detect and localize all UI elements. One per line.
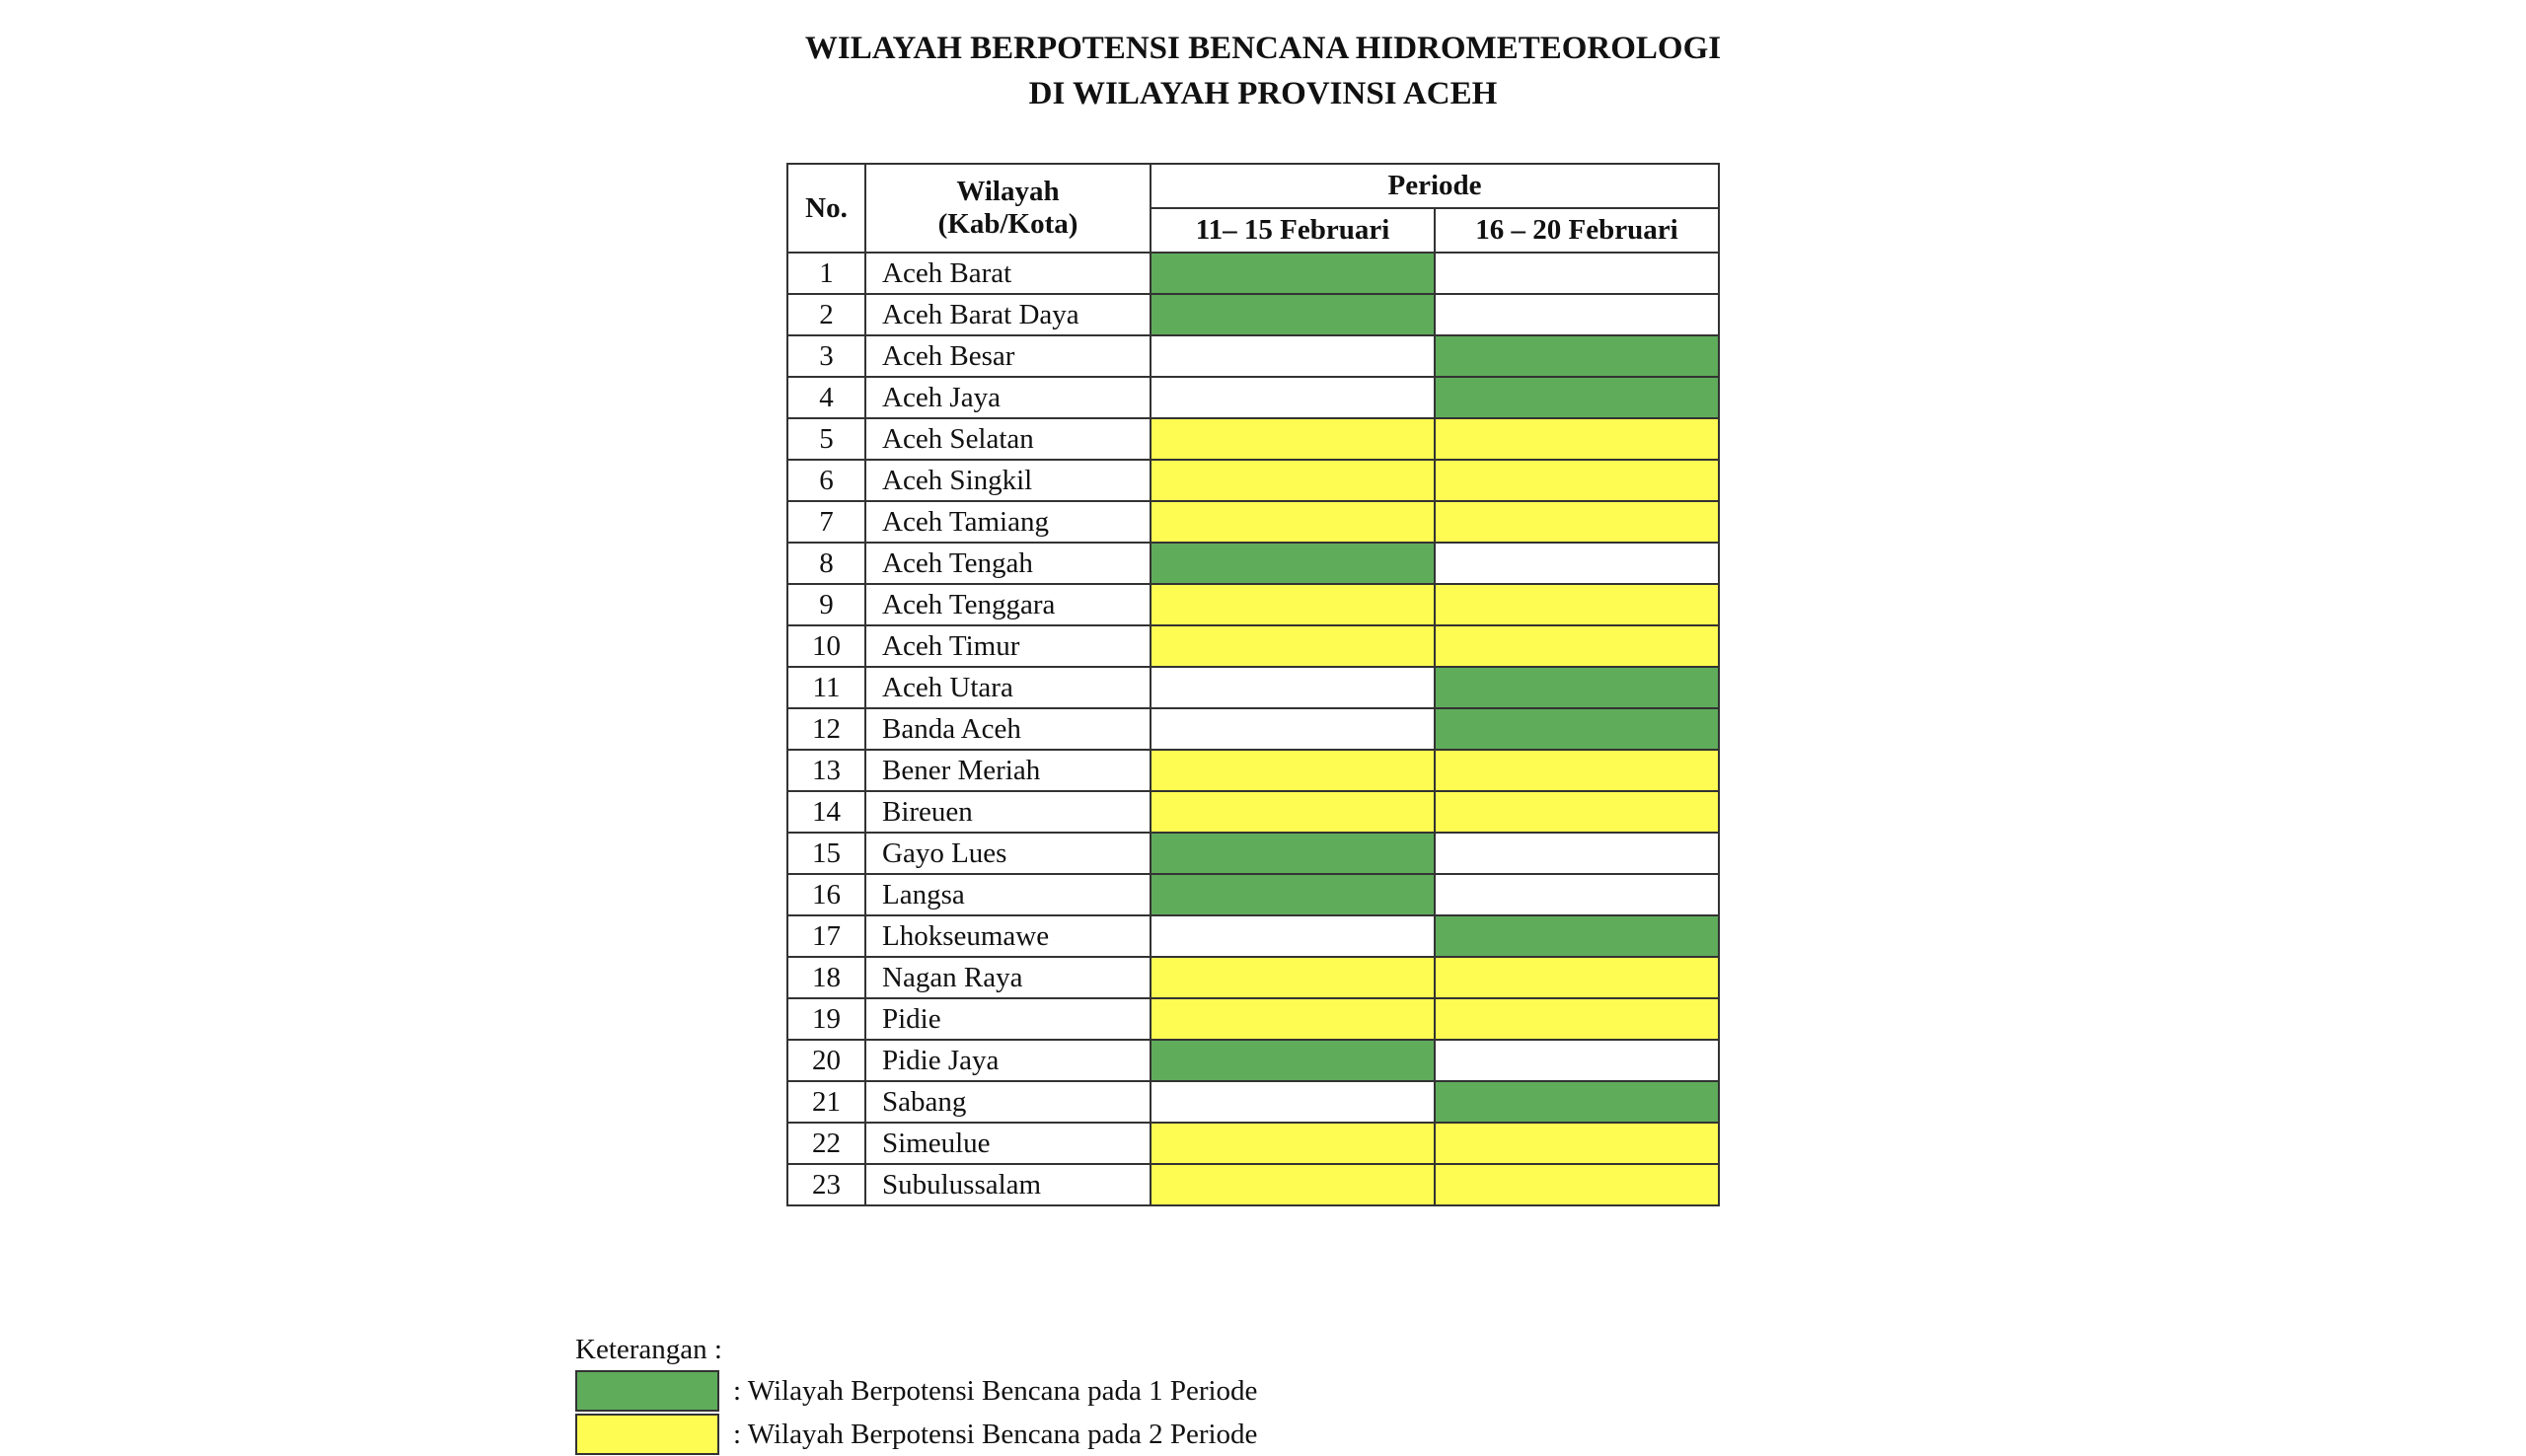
- period-2-status-cell: [1435, 543, 1719, 584]
- table-row: [787, 708, 1719, 750]
- period-2-status-cell: [1435, 1164, 1719, 1205]
- period-2-status-cell: [1435, 833, 1719, 874]
- region-name: Aceh Tenggara: [865, 584, 1151, 625]
- period-1-status-cell: [1151, 294, 1435, 335]
- row-number: 5: [787, 418, 865, 460]
- table-row: [787, 750, 1719, 791]
- period-2-status-cell: [1435, 625, 1719, 667]
- period-1-status-cell: [1151, 460, 1435, 501]
- table-row: [787, 874, 1719, 915]
- row-number: 8: [787, 543, 865, 584]
- period-2-status-cell: [1435, 501, 1719, 543]
- hazard-table: [786, 163, 1720, 1206]
- table-row: [787, 335, 1719, 377]
- legend-swatch-yellow: [575, 1414, 719, 1455]
- table-row: [787, 418, 1719, 460]
- legend: [575, 1330, 1257, 1456]
- row-number: 4: [787, 377, 865, 418]
- row-number: 15: [787, 833, 865, 874]
- period-2-status-cell: [1435, 1081, 1719, 1123]
- region-name: Aceh Singkil: [865, 460, 1151, 501]
- period-1-status-cell: [1151, 1123, 1435, 1164]
- period-2-status-cell: [1435, 957, 1719, 998]
- region-name: Aceh Timur: [865, 625, 1151, 667]
- period-2-status-cell: [1435, 915, 1719, 957]
- region-name: Bireuen: [865, 791, 1151, 833]
- row-number: 3: [787, 335, 865, 377]
- period-1-status-cell: [1151, 335, 1435, 377]
- region-name: Aceh Utara: [865, 667, 1151, 708]
- region-name: Langsa: [865, 874, 1151, 915]
- region-name: Simeulue: [865, 1123, 1151, 1164]
- period-1-status-cell: [1151, 584, 1435, 625]
- period-2-status-cell: [1435, 253, 1719, 294]
- table-body: [787, 253, 1719, 1205]
- row-number: 6: [787, 460, 865, 501]
- period-2-status-cell: [1435, 791, 1719, 833]
- region-name: Aceh Tengah: [865, 543, 1151, 584]
- table-header-row: [787, 164, 1719, 208]
- region-name: Pidie: [865, 998, 1151, 1040]
- legend-swatch-green: [575, 1370, 719, 1412]
- header-period-1: 11– 15 Februari: [1151, 208, 1435, 253]
- period-1-status-cell: [1151, 543, 1435, 584]
- period-1-status-cell: [1151, 377, 1435, 418]
- region-name: Lhokseumawe: [865, 915, 1151, 957]
- table-row: [787, 1040, 1719, 1081]
- table-row: [787, 667, 1719, 708]
- row-number: 2: [787, 294, 865, 335]
- table-row: [787, 501, 1719, 543]
- period-2-status-cell: [1435, 377, 1719, 418]
- row-number: 23: [787, 1164, 865, 1205]
- period-1-status-cell: [1151, 1040, 1435, 1081]
- table-row: [787, 915, 1719, 957]
- period-2-status-cell: [1435, 708, 1719, 750]
- period-1-status-cell: [1151, 1081, 1435, 1123]
- legend-row-green: [575, 1369, 1257, 1413]
- header-wilayah-line2: (Kab/Kota): [937, 208, 1078, 240]
- header-wilayah: [865, 164, 1151, 253]
- period-2-status-cell: [1435, 998, 1719, 1040]
- period-2-status-cell: [1435, 294, 1719, 335]
- region-name: Aceh Tamiang: [865, 501, 1151, 543]
- table-row: [787, 543, 1719, 584]
- period-2-status-cell: [1435, 667, 1719, 708]
- period-1-status-cell: [1151, 957, 1435, 998]
- row-number: 22: [787, 1123, 865, 1164]
- table-row: [787, 1164, 1719, 1205]
- row-number: 14: [787, 791, 865, 833]
- legend-label-green: : Wilayah Berpotensi Bencana pada 1 Periode: [733, 1374, 1258, 1407]
- row-number: 10: [787, 625, 865, 667]
- period-1-status-cell: [1151, 667, 1435, 708]
- period-2-status-cell: [1435, 418, 1719, 460]
- table-row: [787, 833, 1719, 874]
- table-row: [787, 253, 1719, 294]
- table-row: [787, 625, 1719, 667]
- document-title-line2: DI WILAYAH PROVINSI ACEH: [1028, 76, 1498, 111]
- table-row: [787, 377, 1719, 418]
- period-1-status-cell: [1151, 418, 1435, 460]
- period-1-status-cell: [1151, 1164, 1435, 1205]
- period-1-status-cell: [1151, 791, 1435, 833]
- row-number: 11: [787, 667, 865, 708]
- row-number: 9: [787, 584, 865, 625]
- region-name: Aceh Barat Daya: [865, 294, 1151, 335]
- period-2-status-cell: [1435, 1040, 1719, 1081]
- row-number: 17: [787, 915, 865, 957]
- table-row: [787, 294, 1719, 335]
- legend-title: Keterangan :: [575, 1334, 722, 1365]
- region-name: Aceh Barat: [865, 253, 1151, 294]
- header-no: No.: [787, 164, 865, 253]
- region-name: Aceh Selatan: [865, 418, 1151, 460]
- period-1-status-cell: [1151, 253, 1435, 294]
- region-name: Sabang: [865, 1081, 1151, 1123]
- region-name: Aceh Jaya: [865, 377, 1151, 418]
- table-row: [787, 1123, 1719, 1164]
- header-wilayah-line1: Wilayah: [956, 176, 1060, 207]
- region-name: Nagan Raya: [865, 957, 1151, 998]
- table-row: [787, 584, 1719, 625]
- row-number: 18: [787, 957, 865, 998]
- period-1-status-cell: [1151, 874, 1435, 915]
- period-2-status-cell: [1435, 750, 1719, 791]
- table-row: [787, 791, 1719, 833]
- period-2-status-cell: [1435, 335, 1719, 377]
- region-name: Gayo Lues: [865, 833, 1151, 874]
- header-period-2: 16 – 20 Februari: [1435, 208, 1719, 253]
- table-row: [787, 460, 1719, 501]
- region-name: Aceh Besar: [865, 335, 1151, 377]
- table-row: [787, 1081, 1719, 1123]
- period-2-status-cell: [1435, 1123, 1719, 1164]
- row-number: 16: [787, 874, 865, 915]
- row-number: 7: [787, 501, 865, 543]
- period-2-status-cell: [1435, 584, 1719, 625]
- period-1-status-cell: [1151, 915, 1435, 957]
- period-1-status-cell: [1151, 708, 1435, 750]
- document-title-line1: WILAYAH BERPOTENSI BENCANA HIDROMETEOROLOGI: [804, 31, 1722, 66]
- header-periode: Periode: [1151, 164, 1719, 208]
- region-name: Pidie Jaya: [865, 1040, 1151, 1081]
- row-number: 21: [787, 1081, 865, 1123]
- period-1-status-cell: [1151, 625, 1435, 667]
- row-number: 19: [787, 998, 865, 1040]
- region-name: Bener Meriah: [865, 750, 1151, 791]
- legend-label-yellow: : Wilayah Berpotensi Bencana pada 2 Periode: [733, 1418, 1258, 1450]
- period-1-status-cell: [1151, 998, 1435, 1040]
- region-name: Banda Aceh: [865, 708, 1151, 750]
- period-2-status-cell: [1435, 460, 1719, 501]
- row-number: 12: [787, 708, 865, 750]
- table-row: [787, 957, 1719, 998]
- period-1-status-cell: [1151, 750, 1435, 791]
- period-1-status-cell: [1151, 501, 1435, 543]
- row-number: 20: [787, 1040, 865, 1081]
- row-number: 1: [787, 253, 865, 294]
- period-2-status-cell: [1435, 874, 1719, 915]
- period-1-status-cell: [1151, 833, 1435, 874]
- row-number: 13: [787, 750, 865, 791]
- region-name: Subulussalam: [865, 1164, 1151, 1205]
- table-row: [787, 998, 1719, 1040]
- legend-row-yellow: [575, 1413, 1257, 1456]
